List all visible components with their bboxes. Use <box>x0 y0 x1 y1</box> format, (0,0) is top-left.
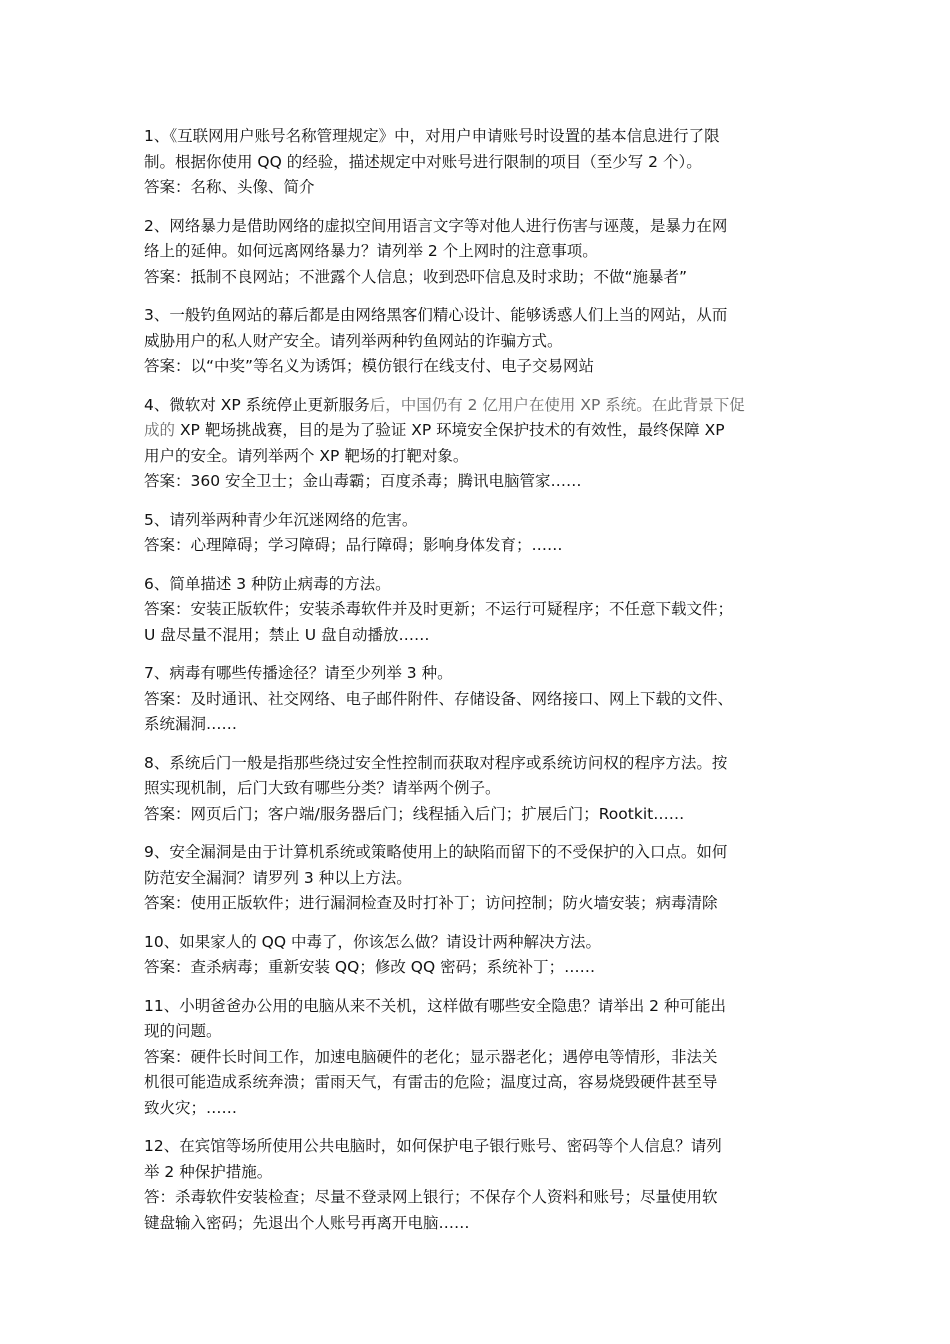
question-line: 威胁用户的私人财产安全。请列举两种钓鱼网站的诈骗方式。 <box>144 331 563 350</box>
answer-line: 答案：360 安全卫士；金山毒霸；百度杀毒；腾讯电脑管家…… <box>144 472 582 490</box>
question-line: 用户的安全。请列举两个 XP 靶场的打靶对象。 <box>144 446 469 465</box>
question-text: XP 靶场挑战赛，目的是为了验证 XP 环境安全保护技术的有效性，最终保障 XP <box>175 421 725 439</box>
answer-line: U 盘尽量不混用；禁止 U 盘自动播放…… <box>144 625 430 644</box>
question-text-gray: 成的 <box>144 421 176 439</box>
qa-item-10 <box>144 930 812 981</box>
answer-line: 答案：心理障碍；学习障碍；品行障碍；影响身体发育；…… <box>144 536 563 554</box>
question-line: 9、安全漏洞是由于计算机系统或策略使用上的缺陷而留下的不受保护的入口点。如何 <box>144 843 728 861</box>
qa-item-6 <box>144 572 812 649</box>
question-line: 举 2 种保护措施。 <box>144 1162 273 1181</box>
answer-line: 致火灾；…… <box>144 1098 238 1117</box>
answer-line: 答案：以“中奖”等名义为诱饵；模仿银行在线支付、电子交易网站 <box>144 357 595 375</box>
question-line: 2、网络暴力是借助网络的虚拟空间用语言文字等对他人进行伤害与诬蔑，是暴力在网 <box>144 216 728 235</box>
question-text: 4、微软对 XP 系统停止更新服务 <box>144 395 370 414</box>
answer-line: 键盘输入密码；先退出个人账号再离开电脑…… <box>144 1213 470 1232</box>
question-line: 6、简单描述 3 种防止病毒的方法。 <box>144 574 391 593</box>
qa-item-8 <box>144 751 812 828</box>
question-line: 7、病毒有哪些传播途径？请至少列举 3 种。 <box>144 664 453 682</box>
answer-line: 答案：抵制不良网站；不泄露个人信息；收到恐吓信息及时求助；不做“施暴者” <box>144 267 688 286</box>
question-line: 12、在宾馆等场所使用公共电脑时，如何保护电子银行账号、密码等个人信息？请列 <box>144 1137 722 1155</box>
qa-item-7 <box>144 661 812 738</box>
question-line: 1、《互联网用户账号名称管理规定》中，对用户申请账号时设置的基本信息进行了限 <box>144 127 720 145</box>
qa-item-12 <box>144 1134 812 1236</box>
question-line <box>144 393 812 419</box>
answer-line: 系统漏洞…… <box>144 715 238 733</box>
answer-line: 答案：安装正版软件；安装杀毒软件并及时更新；不运行可疑程序；不任意下载文件； <box>144 600 734 618</box>
question-line: 8、系统后门一般是指那些绕过安全性控制而获取对程序或系统访问权的程序方法。按 <box>144 753 728 772</box>
answer-line: 答案：硬件长时间工作，加速电脑硬件的老化；显示器老化；遇停电等情形，非法关 <box>144 1047 718 1066</box>
qa-item-2 <box>144 214 812 291</box>
document-page <box>144 124 812 1249</box>
question-line: 制。根据你使用 QQ 的经验，描述规定中对账号进行限制的项目（至少写 2 个）。 <box>144 152 702 171</box>
answer-line: 答案：使用正版软件；进行漏洞检查及时打补丁；访问控制；防火墙安装；病毒清除 <box>144 894 718 912</box>
question-line: 11、小明爸爸办公用的电脑从来不关机，这样做有哪些安全隐患？请举出 2 种可能出 <box>144 996 726 1015</box>
qa-item-4 <box>144 393 812 495</box>
qa-item-1 <box>144 124 812 201</box>
answer-line: 答：杀毒软件安装检查；尽量不登录网上银行；不保存个人资料和账号；尽量使用软 <box>144 1188 718 1206</box>
question-line: 5、请列举两种青少年沉迷网络的危害。 <box>144 510 418 529</box>
question-line: 10、如果家人的 QQ 中毒了，你该怎么做？请设计两种解决方法。 <box>144 932 601 951</box>
qa-item-3 <box>144 303 812 380</box>
answer-line: 答案：网页后门；客户端/服务器后门；线程插入后门；扩展后门；Rootkit…… <box>144 804 685 823</box>
question-text-gray: 后，中国仍有 2 亿用户在使用 XP 系统。在此背景下促 <box>369 395 745 414</box>
question-line <box>144 418 812 444</box>
answer-line: 答案：查杀病毒；重新安装 QQ；修改 QQ 密码；系统补丁；…… <box>144 958 596 976</box>
question-line: 照实现机制，后门大致有哪些分类？请举两个例子。 <box>144 779 501 797</box>
question-line: 防范安全漏洞？请罗列 3 种以上方法。 <box>144 868 412 887</box>
qa-item-5 <box>144 508 812 559</box>
answer-line: 机很可能造成系统奔溃；雷雨天气，有雷击的危险；温度过高，容易烧毁硬件甚至导 <box>144 1073 718 1091</box>
question-line: 络上的延伸。如何远离网络暴力？请列举 2 个上网时的注意事项。 <box>144 242 598 260</box>
question-line: 现的问题。 <box>144 1022 222 1040</box>
answer-line: 答案：及时通讯、社交网络、电子邮件附件、存储设备、网络接口、网上下载的文件、 <box>144 689 734 708</box>
qa-item-9 <box>144 840 812 917</box>
answer-line: 答案：名称、头像、简介 <box>144 178 315 196</box>
qa-item-11 <box>144 994 812 1122</box>
question-line: 3、一般钓鱼网站的幕后都是由网络黑客们精心设计、能够诱惑人们上当的网站，从而 <box>144 306 728 324</box>
